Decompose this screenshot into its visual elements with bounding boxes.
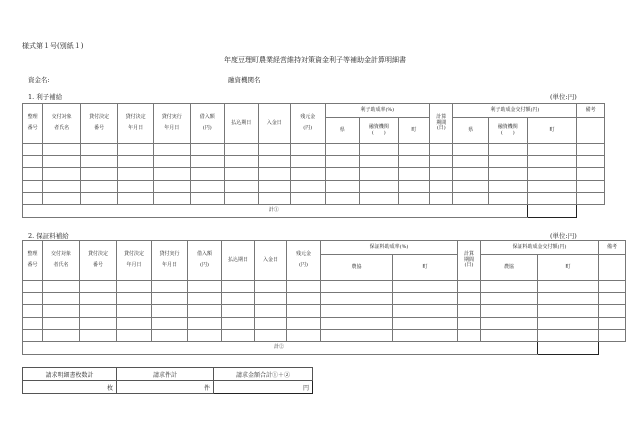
- col-group-rate: 利子助成率(%): [325, 104, 430, 118]
- col2-borrowed-amount: 借入額 (円): [188, 241, 222, 281]
- table-cell[interactable]: [458, 329, 481, 341]
- section2-heading: 2. 保証料補給: [28, 232, 69, 240]
- table-cell[interactable]: [398, 168, 430, 180]
- summary-amount-value[interactable]: 円: [214, 381, 313, 394]
- table-cell[interactable]: [258, 156, 290, 168]
- table-cell[interactable]: [393, 329, 458, 341]
- table-cell[interactable]: [453, 192, 489, 204]
- table-cell[interactable]: [118, 180, 154, 192]
- table-cell[interactable]: [430, 168, 453, 180]
- table-cell[interactable]: [153, 156, 190, 168]
- section2-unit: (単位:円): [550, 232, 577, 240]
- table-cell[interactable]: [190, 168, 225, 180]
- table-cell[interactable]: [291, 156, 326, 168]
- table-cell[interactable]: [80, 144, 118, 156]
- table-cell[interactable]: [23, 293, 43, 305]
- table-cell[interactable]: [325, 156, 360, 168]
- table-cell[interactable]: [430, 180, 453, 192]
- table-cell[interactable]: [360, 156, 399, 168]
- table-cell[interactable]: [117, 305, 152, 317]
- col-payment-due: 払込期日: [225, 104, 259, 144]
- table-cell[interactable]: [287, 317, 321, 329]
- table-cell[interactable]: [488, 168, 527, 180]
- table-cell[interactable]: [481, 305, 538, 317]
- total1-spacer: [577, 204, 605, 217]
- table-cell[interactable]: [360, 144, 399, 156]
- table-cell[interactable]: [190, 156, 225, 168]
- table-cell[interactable]: [188, 329, 222, 341]
- table-cell[interactable]: [258, 192, 290, 204]
- col-amount-prefecture: 県: [453, 118, 489, 144]
- table-cell[interactable]: [287, 281, 321, 293]
- table-cell[interactable]: [23, 144, 43, 156]
- table-cell[interactable]: [153, 168, 190, 180]
- summary-header-sheets: 請求明細書枚数計: [23, 368, 117, 381]
- table-cell[interactable]: [291, 168, 326, 180]
- summary-header-count: 請求件計: [117, 368, 214, 381]
- summary-header-amount: 請求金額合計①＋②: [214, 368, 313, 381]
- col2-group-rate: 保証料助成率(%): [321, 241, 458, 255]
- col-remarks: 備考: [577, 104, 605, 118]
- col2-rate-nokyo: 農協: [321, 255, 393, 281]
- table-cell[interactable]: [398, 144, 430, 156]
- table-cell[interactable]: [258, 144, 290, 156]
- col-rate-prefecture: 県: [325, 118, 360, 144]
- table-cell[interactable]: [153, 180, 190, 192]
- table-cell[interactable]: [488, 156, 527, 168]
- table-cell[interactable]: [222, 317, 255, 329]
- col-decision-date: 貸付決定 年月日: [118, 104, 154, 144]
- table-cell[interactable]: [481, 317, 538, 329]
- table-cell[interactable]: [80, 156, 118, 168]
- table-cell[interactable]: [398, 192, 430, 204]
- table-cell[interactable]: [225, 192, 259, 204]
- table-cell[interactable]: [188, 293, 222, 305]
- table-cell[interactable]: [577, 144, 605, 156]
- table-cell[interactable]: [23, 168, 43, 180]
- table-cell[interactable]: [599, 305, 626, 317]
- table-cell[interactable]: [23, 192, 43, 204]
- table-cell[interactable]: [325, 144, 360, 156]
- table-cell[interactable]: [287, 305, 321, 317]
- table-cell[interactable]: [481, 281, 538, 293]
- guarantee-subsidy-table: [22, 240, 626, 355]
- table-cell[interactable]: [393, 293, 458, 305]
- table-cell[interactable]: [222, 281, 255, 293]
- table-cell[interactable]: [190, 180, 225, 192]
- table-cell[interactable]: [360, 192, 399, 204]
- table-cell[interactable]: [360, 168, 399, 180]
- col-remarks-sub: [577, 118, 605, 144]
- table-cell[interactable]: [453, 180, 489, 192]
- table-cell[interactable]: [43, 305, 80, 317]
- table-cell[interactable]: [599, 329, 626, 341]
- table-cell[interactable]: [321, 293, 393, 305]
- table-cell[interactable]: [430, 192, 453, 204]
- table-row: [23, 192, 605, 204]
- table-row: [23, 180, 605, 192]
- table-cell[interactable]: [527, 192, 577, 204]
- table-cell[interactable]: [80, 329, 117, 341]
- table-cell[interactable]: [577, 168, 605, 180]
- table-cell[interactable]: [222, 293, 255, 305]
- col2-amount-town: 町: [538, 255, 599, 281]
- table-cell[interactable]: [430, 156, 453, 168]
- table-cell[interactable]: [43, 329, 80, 341]
- table-cell[interactable]: [453, 156, 489, 168]
- col-decision-no: 貸付決定 番号: [80, 104, 118, 144]
- table-cell[interactable]: [225, 156, 259, 168]
- summary-count-value[interactable]: 件: [117, 381, 214, 394]
- table-cell[interactable]: [80, 317, 117, 329]
- table-cell[interactable]: [458, 281, 481, 293]
- col2-decision-no: 貸付決定 番号: [80, 241, 117, 281]
- table-cell[interactable]: [152, 329, 188, 341]
- table-cell[interactable]: [255, 329, 287, 341]
- table-cell[interactable]: [538, 317, 599, 329]
- col2-payment-due: 払込期日: [222, 241, 255, 281]
- table-cell[interactable]: [225, 144, 259, 156]
- table-cell[interactable]: [80, 168, 118, 180]
- col-seiri: 整理 番号: [23, 104, 43, 144]
- col-recipient: 交付対象 者氏名: [43, 104, 81, 144]
- table-row: [23, 293, 626, 305]
- table-cell[interactable]: [453, 168, 489, 180]
- table-cell[interactable]: [527, 180, 577, 192]
- table-cell[interactable]: [458, 305, 481, 317]
- table-cell[interactable]: [118, 192, 154, 204]
- institution-name-label: 融資機関名: [228, 76, 261, 84]
- col-rate-institution: 融資機関 ( ): [360, 118, 399, 144]
- table-cell[interactable]: [23, 281, 43, 293]
- table-cell[interactable]: [188, 281, 222, 293]
- table-cell[interactable]: [23, 317, 43, 329]
- table-cell[interactable]: [23, 305, 43, 317]
- table-cell[interactable]: [188, 305, 222, 317]
- table-cell[interactable]: [80, 180, 118, 192]
- col2-seiri: 整理 番号: [23, 241, 43, 281]
- table-cell[interactable]: [222, 329, 255, 341]
- table-cell[interactable]: [287, 329, 321, 341]
- table-cell[interactable]: [80, 305, 117, 317]
- document-title: 年度豆理町農業経営維持対策資金利子等補助金計算明細書: [224, 56, 406, 64]
- table-cell[interactable]: [287, 293, 321, 305]
- table-cell[interactable]: [481, 329, 538, 341]
- table-cell[interactable]: [291, 192, 326, 204]
- table-row: [23, 168, 605, 180]
- table-row: [23, 144, 605, 156]
- fund-name-label: 資金名:: [28, 76, 50, 84]
- table-cell[interactable]: [488, 192, 527, 204]
- col2-rate-town: 町: [393, 255, 458, 281]
- table-cell[interactable]: [577, 156, 605, 168]
- table-cell[interactable]: [321, 329, 393, 341]
- table-cell[interactable]: [258, 168, 290, 180]
- table-cell[interactable]: [152, 305, 188, 317]
- table-cell[interactable]: [43, 281, 80, 293]
- table-cell[interactable]: [152, 317, 188, 329]
- table-cell[interactable]: [453, 144, 489, 156]
- table-cell[interactable]: [458, 317, 481, 329]
- table-cell[interactable]: [321, 317, 393, 329]
- table-cell[interactable]: [255, 305, 287, 317]
- total1-value[interactable]: [527, 204, 577, 217]
- summary-table: [22, 367, 313, 394]
- table-row: [23, 156, 605, 168]
- table-cell[interactable]: [255, 281, 287, 293]
- table-cell[interactable]: [321, 281, 393, 293]
- summary-sheets-value[interactable]: 枚: [23, 381, 117, 394]
- col2-decision-date: 貸付決定 年月日: [117, 241, 152, 281]
- table-cell[interactable]: [43, 317, 80, 329]
- table-cell[interactable]: [321, 305, 393, 317]
- table-row: [23, 305, 626, 317]
- table-cell[interactable]: [117, 317, 152, 329]
- table-cell[interactable]: [599, 281, 626, 293]
- table-cell[interactable]: [225, 168, 259, 180]
- col2-group-amount: 保証料助成金交付額(円): [481, 241, 599, 255]
- table-cell[interactable]: [225, 180, 259, 192]
- col-calc-period: 計算 期間 (日): [430, 104, 453, 144]
- table-cell[interactable]: [188, 317, 222, 329]
- table-cell[interactable]: [325, 168, 360, 180]
- col-execution-date: 貸付実行 年月日: [153, 104, 190, 144]
- col2-recipient: 交付対象 者氏名: [43, 241, 80, 281]
- table-row: [23, 317, 626, 329]
- total1-label: 計①: [23, 204, 528, 217]
- section1-unit: (単位:円): [550, 93, 577, 101]
- table-cell[interactable]: [23, 329, 43, 341]
- table-cell[interactable]: [258, 180, 290, 192]
- table-row: [23, 281, 626, 293]
- col-rate-town: 町: [398, 118, 430, 144]
- table-cell[interactable]: [538, 329, 599, 341]
- table-cell[interactable]: [255, 317, 287, 329]
- col2-remaining-principal: 残元金 (円): [287, 241, 321, 281]
- table-cell[interactable]: [255, 293, 287, 305]
- table-cell[interactable]: [393, 305, 458, 317]
- table-cell[interactable]: [117, 281, 152, 293]
- table-cell[interactable]: [118, 156, 154, 168]
- table-cell[interactable]: [190, 144, 225, 156]
- table-cell[interactable]: [488, 144, 527, 156]
- col-amount-town: 町: [527, 118, 577, 144]
- table-cell[interactable]: [80, 293, 117, 305]
- table-cell[interactable]: [393, 281, 458, 293]
- table-cell[interactable]: [398, 156, 430, 168]
- table-row: [23, 329, 626, 341]
- col2-remarks-sub: [599, 255, 626, 281]
- table-cell[interactable]: [43, 144, 81, 156]
- col-deposit-date: 入金日: [258, 104, 290, 144]
- table-cell[interactable]: [538, 293, 599, 305]
- table-cell[interactable]: [527, 144, 577, 156]
- table-cell[interactable]: [538, 305, 599, 317]
- interest-subsidy-table: [22, 103, 605, 218]
- col2-execution-date: 貸付実行 年月日: [152, 241, 188, 281]
- table-cell[interactable]: [43, 293, 80, 305]
- section1-heading: 1. 利子補給: [28, 93, 63, 101]
- table-cell[interactable]: [325, 180, 360, 192]
- table-cell[interactable]: [190, 192, 225, 204]
- table-cell[interactable]: [458, 293, 481, 305]
- table-cell[interactable]: [398, 180, 430, 192]
- col2-deposit-date: 入金日: [255, 241, 287, 281]
- table-cell[interactable]: [222, 305, 255, 317]
- table-cell[interactable]: [360, 180, 399, 192]
- table-cell[interactable]: [80, 281, 117, 293]
- table-cell[interactable]: [80, 192, 118, 204]
- table-cell[interactable]: [152, 281, 188, 293]
- table-cell[interactable]: [599, 293, 626, 305]
- table-cell[interactable]: [118, 168, 154, 180]
- table-cell[interactable]: [481, 293, 538, 305]
- table-cell[interactable]: [393, 317, 458, 329]
- table-cell[interactable]: [43, 192, 81, 204]
- table-cell[interactable]: [488, 180, 527, 192]
- table-cell[interactable]: [538, 281, 599, 293]
- table-cell[interactable]: [577, 180, 605, 192]
- table-cell[interactable]: [527, 168, 577, 180]
- total2-value[interactable]: [538, 341, 599, 354]
- table-cell[interactable]: [117, 293, 152, 305]
- col-group-amount: 利子助成金交付額(円): [453, 104, 577, 118]
- table-cell[interactable]: [325, 192, 360, 204]
- col-amount-institution: 融資機関 ( ): [488, 118, 527, 144]
- table-cell[interactable]: [430, 144, 453, 156]
- table-cell[interactable]: [43, 156, 81, 168]
- table-cell[interactable]: [153, 144, 190, 156]
- table-cell[interactable]: [527, 156, 577, 168]
- table-cell[interactable]: [43, 180, 81, 192]
- table-cell[interactable]: [599, 317, 626, 329]
- table-cell[interactable]: [152, 293, 188, 305]
- table-cell[interactable]: [23, 180, 43, 192]
- table-cell[interactable]: [577, 192, 605, 204]
- table-cell[interactable]: [23, 156, 43, 168]
- col-remaining-principal: 残元金 (円): [291, 104, 326, 144]
- col2-calc-period: 計算 期間 (日): [458, 241, 481, 281]
- table-cell[interactable]: [118, 144, 154, 156]
- col2-remarks: 備考: [599, 241, 626, 255]
- col-borrowed-amount: 借入額 (円): [190, 104, 225, 144]
- col2-amount-nokyo: 農協: [481, 255, 538, 281]
- form-number: 様式第１号(別紙１): [22, 42, 84, 50]
- table-cell[interactable]: [291, 144, 326, 156]
- table-cell[interactable]: [43, 168, 81, 180]
- table-cell[interactable]: [153, 192, 190, 204]
- total2-label: 計②: [23, 341, 538, 354]
- table-cell[interactable]: [117, 329, 152, 341]
- table-cell[interactable]: [291, 180, 326, 192]
- total2-spacer: [599, 341, 626, 354]
